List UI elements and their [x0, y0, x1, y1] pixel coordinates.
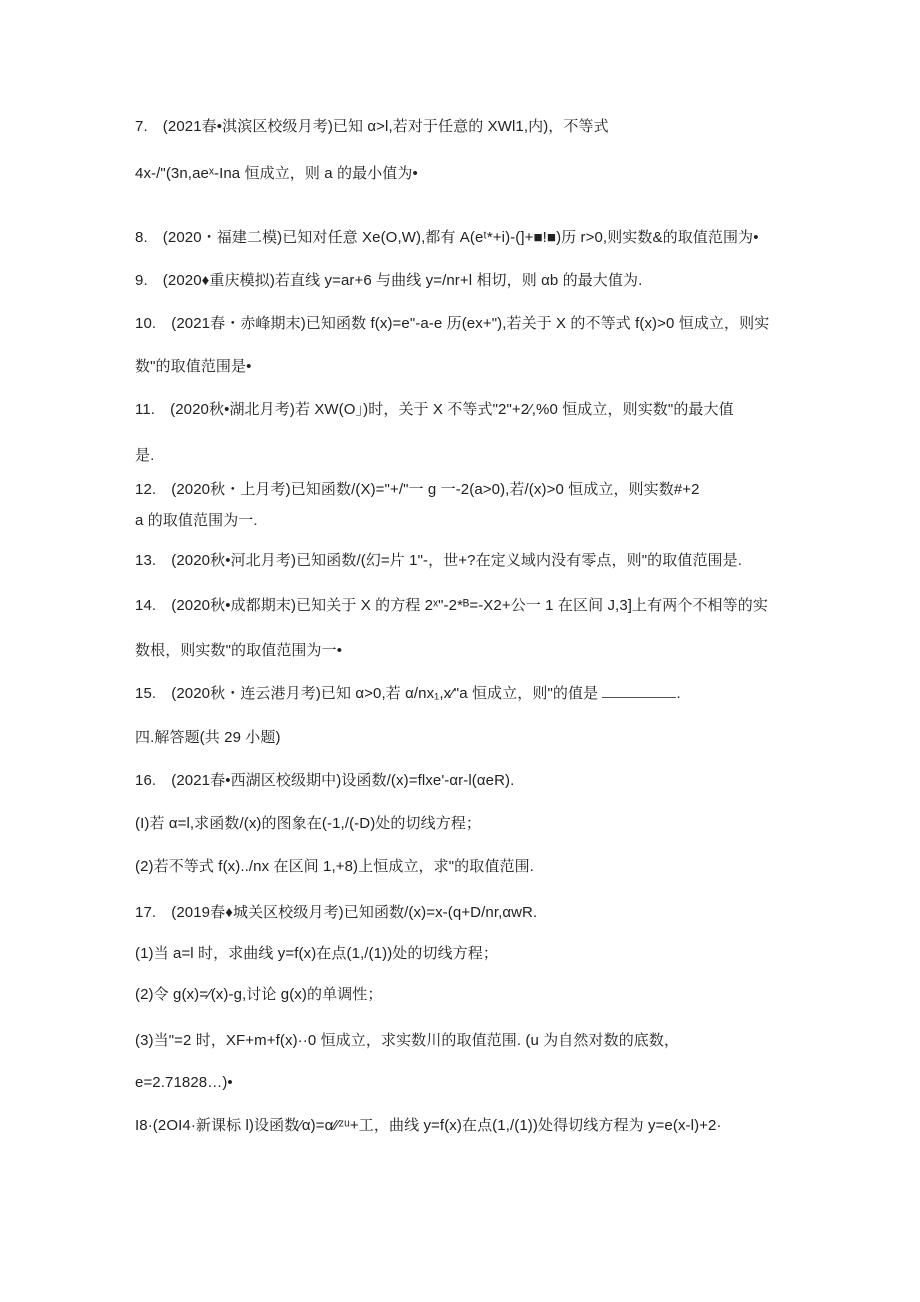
q15-period: . — [676, 685, 681, 702]
q16-line: 16. (2021春•西湖区校级期中)设函数/(x)=flxe'-αr-l(αeR). — [135, 772, 515, 789]
q17-part1: (1)当 a=l 时，求曲线 y=f(x)在点(1,/(1))处的切线方程； — [135, 945, 498, 962]
q14-line1: 14. (2020秋•成都期末)已知关于 X 的方程 2ˣ"-2*ᴮ=-X2+公一 1 在区间 J,3]上有两个不相等的实 — [135, 597, 768, 614]
q17-line: 17. (2019春♦城关区校级月考)已知函数/(x)=x-(q+D/nr,αwR. — [135, 904, 538, 921]
q8-line: 8. (2020・福建二模)已知对任意 Xe(O,W),都有 A(eᵗ*+i)-(]+■!■)历 r>0,则实数&的取值范围为• — [135, 229, 759, 246]
q7-line2: 4x-/"(3n,aeˣ-Ina 恒成立，则 a 的最小值为• — [135, 165, 418, 182]
q11-line2: 是. — [135, 447, 155, 464]
q16-part1: (I)若 α=l,求函数/(x)的图象在(-1,/(-D)处的切线方程； — [135, 815, 482, 832]
q12-line2: a 的取值范围为一. — [135, 512, 258, 529]
q10-line2: 数"的取值范围是• — [135, 358, 252, 375]
q15-line — [135, 684, 681, 704]
q18-line: I8·(2OI4·新课标 l)设函数⁄α)=α⁄⁄ᶻᵘ+工，曲线 y=f(x)在点(1,/(1))处得切线方程为 y=e(x-l)+2· — [135, 1117, 722, 1134]
q14-line2: 数根，则实数"的取值范围为一• — [135, 642, 343, 659]
q9-line: 9. (2020♦重庆模拟)若直线 y=ar+6 与曲线 y=/nr+l 相切，则 αb 的最大值为. — [135, 272, 643, 289]
q12-line1: 12. (2020秋・上月考)已知函数/(X)="+/"一 g 一-2(a>0),若/(x)>0 恒成立，则实数#+2 — [135, 481, 700, 498]
q15-text: 15. (2020秋・连云港月考)已知 α>0,若 α/nx₁,x⁄"a 恒成立，则"的值是 — [135, 685, 599, 702]
q13-line: 13. (2020秋•河北月考)已知函数/(幻=片 1"-，世+?在定义域内没有零点，则"的取值范围是. — [135, 552, 743, 569]
q7-line1: 7. (2021春•淇滨区校级月考)已知 α>l,若对于任意的 XWl1,内)，不等式 — [135, 118, 609, 135]
q17-part3: (3)当"=2 时，XF+m+f(x)··0 恒成立，求实数川的取值范围. (u 为自然对数的底数， — [135, 1032, 680, 1049]
q17-part3-cont: e=2.71828…)• — [135, 1074, 233, 1091]
q16-part2: (2)若不等式 f(x)../nx 在区间 1,+8)上恒成立，求"的取值范围. — [135, 858, 534, 875]
q17-part2: (2)令 g(x)=⁄(x)-g,讨论 g(x)的单调性； — [135, 986, 383, 1003]
q10-line1: 10. (2021春・赤峰期末)已知函数 f(x)=e"-a-e 历(ex+"),若关于 X 的不等式 f(x)>0 恒成立，则实 — [135, 315, 770, 332]
section-heading: 四.解答题(共 29 小题) — [135, 729, 281, 746]
answer-blank — [602, 685, 676, 698]
q11-line1: 11. (2020秋•湖北月考)若 XW(O」)时，关于 X 不等式"2"+2⁄,%0 恒成立，则实数"的最大值 — [135, 401, 734, 418]
